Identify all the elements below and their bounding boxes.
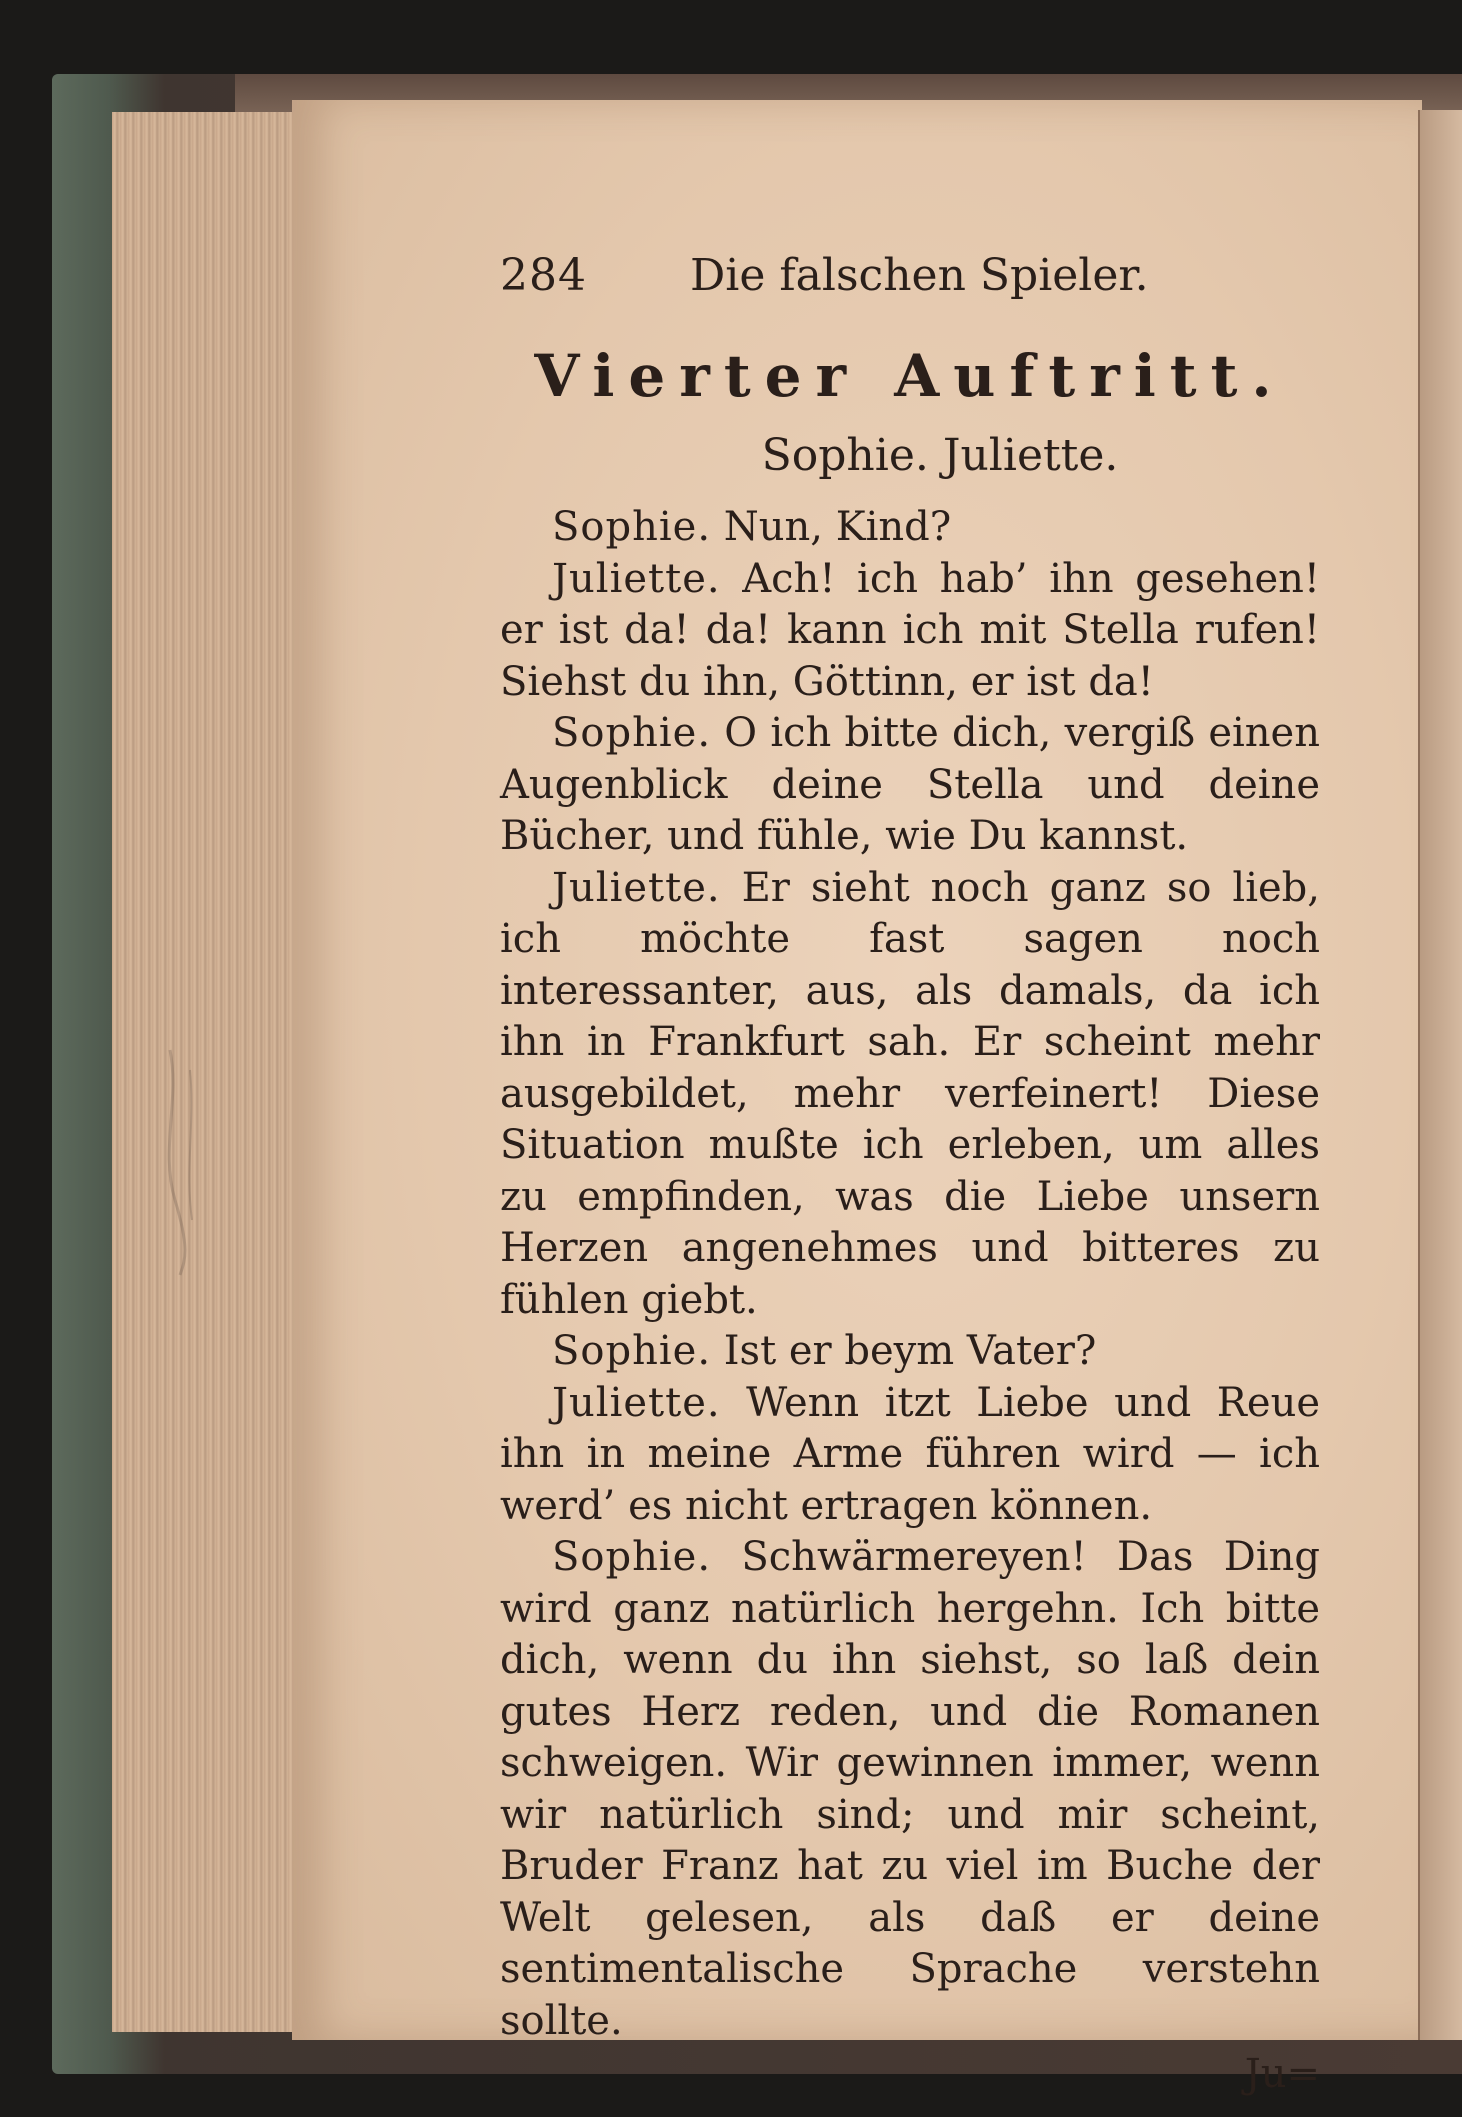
speaker: Juliette. [552,1379,721,1426]
speaker: Sophie. [552,1534,712,1580]
pencil-mark-icon [150,1040,210,1280]
speaker: Sophie. [552,504,712,550]
speech: O ich bitte dich, vergiß einen Augenblick deine Stella und deine Bücher, und fühle, wie Du kannst. [500,710,1320,859]
dialogue-line [500,1532,1320,2047]
dialogue-line [500,1326,1320,1378]
speaker: Sophie. [552,1328,712,1374]
scene-title: Vierter Auftritt. [534,342,1286,410]
page-number: 284 [500,250,587,301]
scene-characters: Sophie. Juliette. [761,430,1119,481]
dialogue-line [500,708,1320,863]
page-text [500,250,1320,2100]
speaker: Sophie. [552,710,712,756]
page-edges [112,112,312,2032]
catchword: Ju= [1244,2051,1320,2097]
speech: Nun, Kind? [723,504,952,550]
dialogue-line [500,502,1320,554]
speech: Er sieht noch ganz so lieb, ich möchte fast sagen noch interessanter, aus, als damals, da ich ihn in Frankfurt sah. Er scheint mehr ausgebildet, mehr verfeinert! Diese Situation mußte ich erleben, um alles zu empfinden, was die Liebe unsern Herzen angenehmes und bitteres zu fühlen giebt. [500,864,1320,1323]
dialogue-line [500,554,1320,709]
speaker: Juliette. [552,555,721,602]
speech: Wenn itzt Liebe und Reue ihn in meine Arme führen wird — ich werd’ es nicht ertragen können. [500,1379,1321,1529]
facing-page [1418,110,1462,2040]
dialogue-line [500,863,1320,1327]
dialogue [500,502,1320,2047]
speech: Ist er beym Vater? [723,1328,1097,1374]
page-header [500,250,1320,320]
speech: Ach! ich hab’ ihn gesehen! er ist da! da! kann ich mit Stella rufen! Siehst du ihn, Göttinn, er ist da! [500,555,1320,705]
dialogue-line [500,1378,1320,1533]
speech: Schwärmereyen! Das Ding wird ganz natürlich hergehn. Ich bitte dich, wenn du ihn siehst, so laß dein gutes Herz reden, und die Romanen schweigen. Wir gewinnen immer, wenn wir natürlich sind; und mir scheint, Bruder Franz hat zu viel im Buche der Welt gelesen, als daß er deine sentimentalische Sprache verstehn sollte. [500,1534,1320,2044]
speaker: Juliette. [552,864,721,911]
running-title: Die falschen Spieler. [690,250,1149,301]
